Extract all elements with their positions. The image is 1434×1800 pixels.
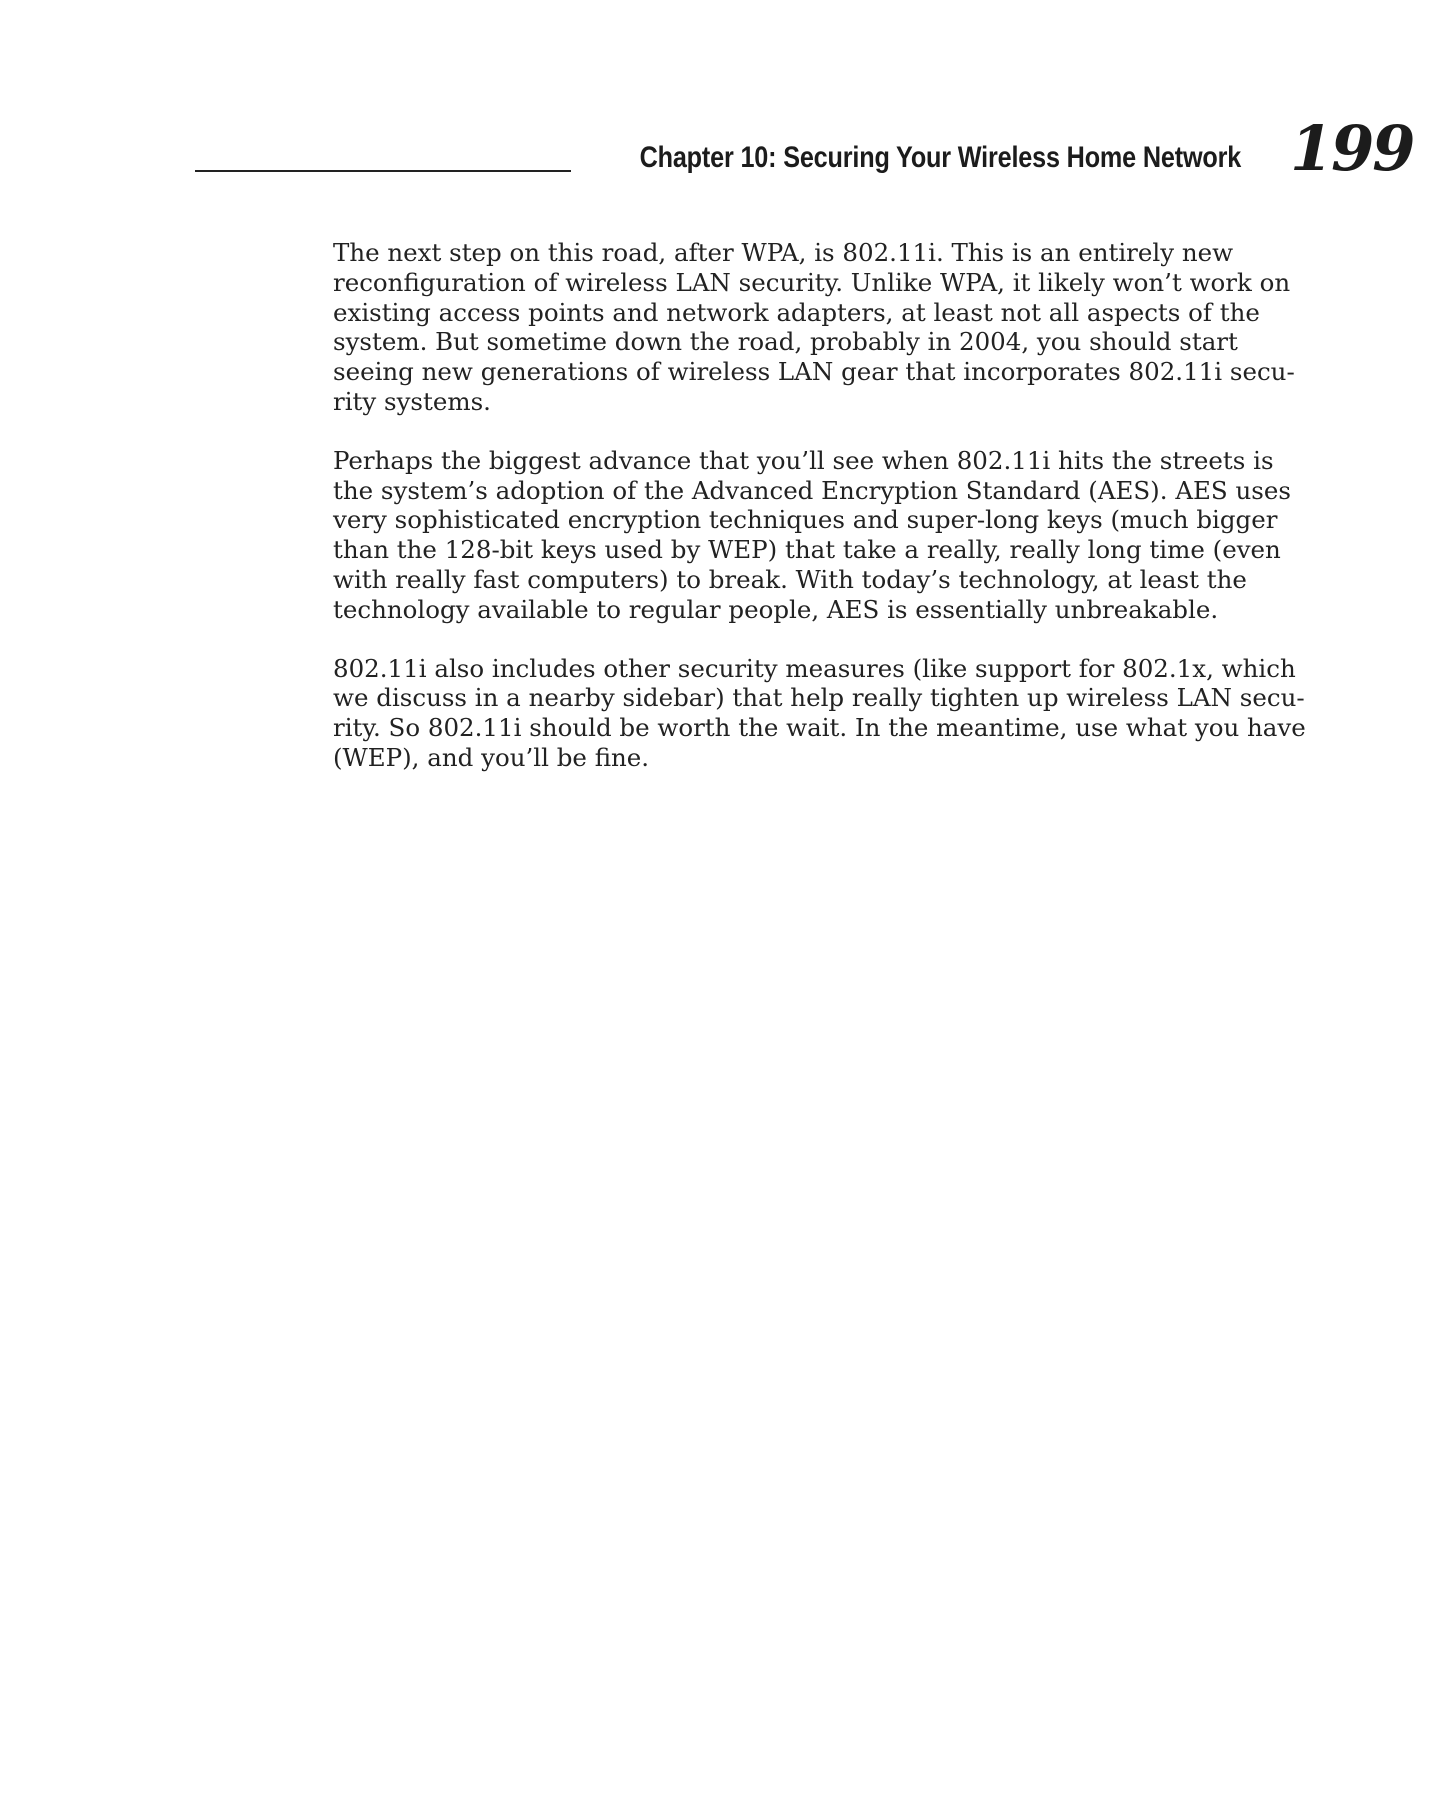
text-line: system. But sometime down the road, probably in 2004, you should start [333, 327, 1238, 357]
paragraph-wpa-next-step [333, 238, 1295, 417]
text-line: we discuss in a nearby sidebar) that help really tighten up wireless LAN secu- [333, 683, 1305, 713]
text-line: reconfiguration of wireless LAN security. Unlike WPA, it likely won’t work on [333, 267, 1291, 297]
text-line: 802.11i also includes other security measures (like support for 802.1x, which [333, 653, 1296, 683]
text-line: technology available to regular people, AES is essentially unbreakable. [333, 594, 1219, 624]
text-line: with really fast computers) to break. With today’s technology, at least the [333, 564, 1247, 594]
text-line: (WEP), and you’ll be fine. [333, 742, 650, 772]
text-line: very sophisticated encryption techniques and super-long keys (much bigger [333, 505, 1278, 535]
page-number: 199 [1290, 112, 1414, 185]
text-line: rity. So 802.11i should be worth the wait. In the meantime, use what you have [333, 713, 1306, 743]
text-line: seeing new generations of wireless LAN gear that incorporates 802.11i secu- [333, 357, 1295, 387]
text-line: The next step on this road, after WPA, is 802.11i. This is an entirely new [333, 238, 1234, 267]
text-line: than the 128-bit keys used by WEP) that take a really, really long time (even [333, 535, 1281, 565]
text-line: rity systems. [333, 386, 491, 416]
paragraph-aes-advance [333, 445, 1291, 625]
paragraph-other-measures [333, 653, 1306, 773]
body-text [333, 238, 1306, 802]
chapter-title: Chapter 10: Securing Your Wireless Home Network [639, 141, 1241, 174]
header-rule [195, 170, 571, 172]
text-line: the system’s adoption of the Advanced Encryption Standard (AES). AES uses [333, 475, 1291, 505]
text-line: existing access points and network adapters, at least not all aspects of the [333, 297, 1260, 327]
text-line: Perhaps the biggest advance that you’ll see when 802.11i hits the streets is [333, 445, 1274, 475]
